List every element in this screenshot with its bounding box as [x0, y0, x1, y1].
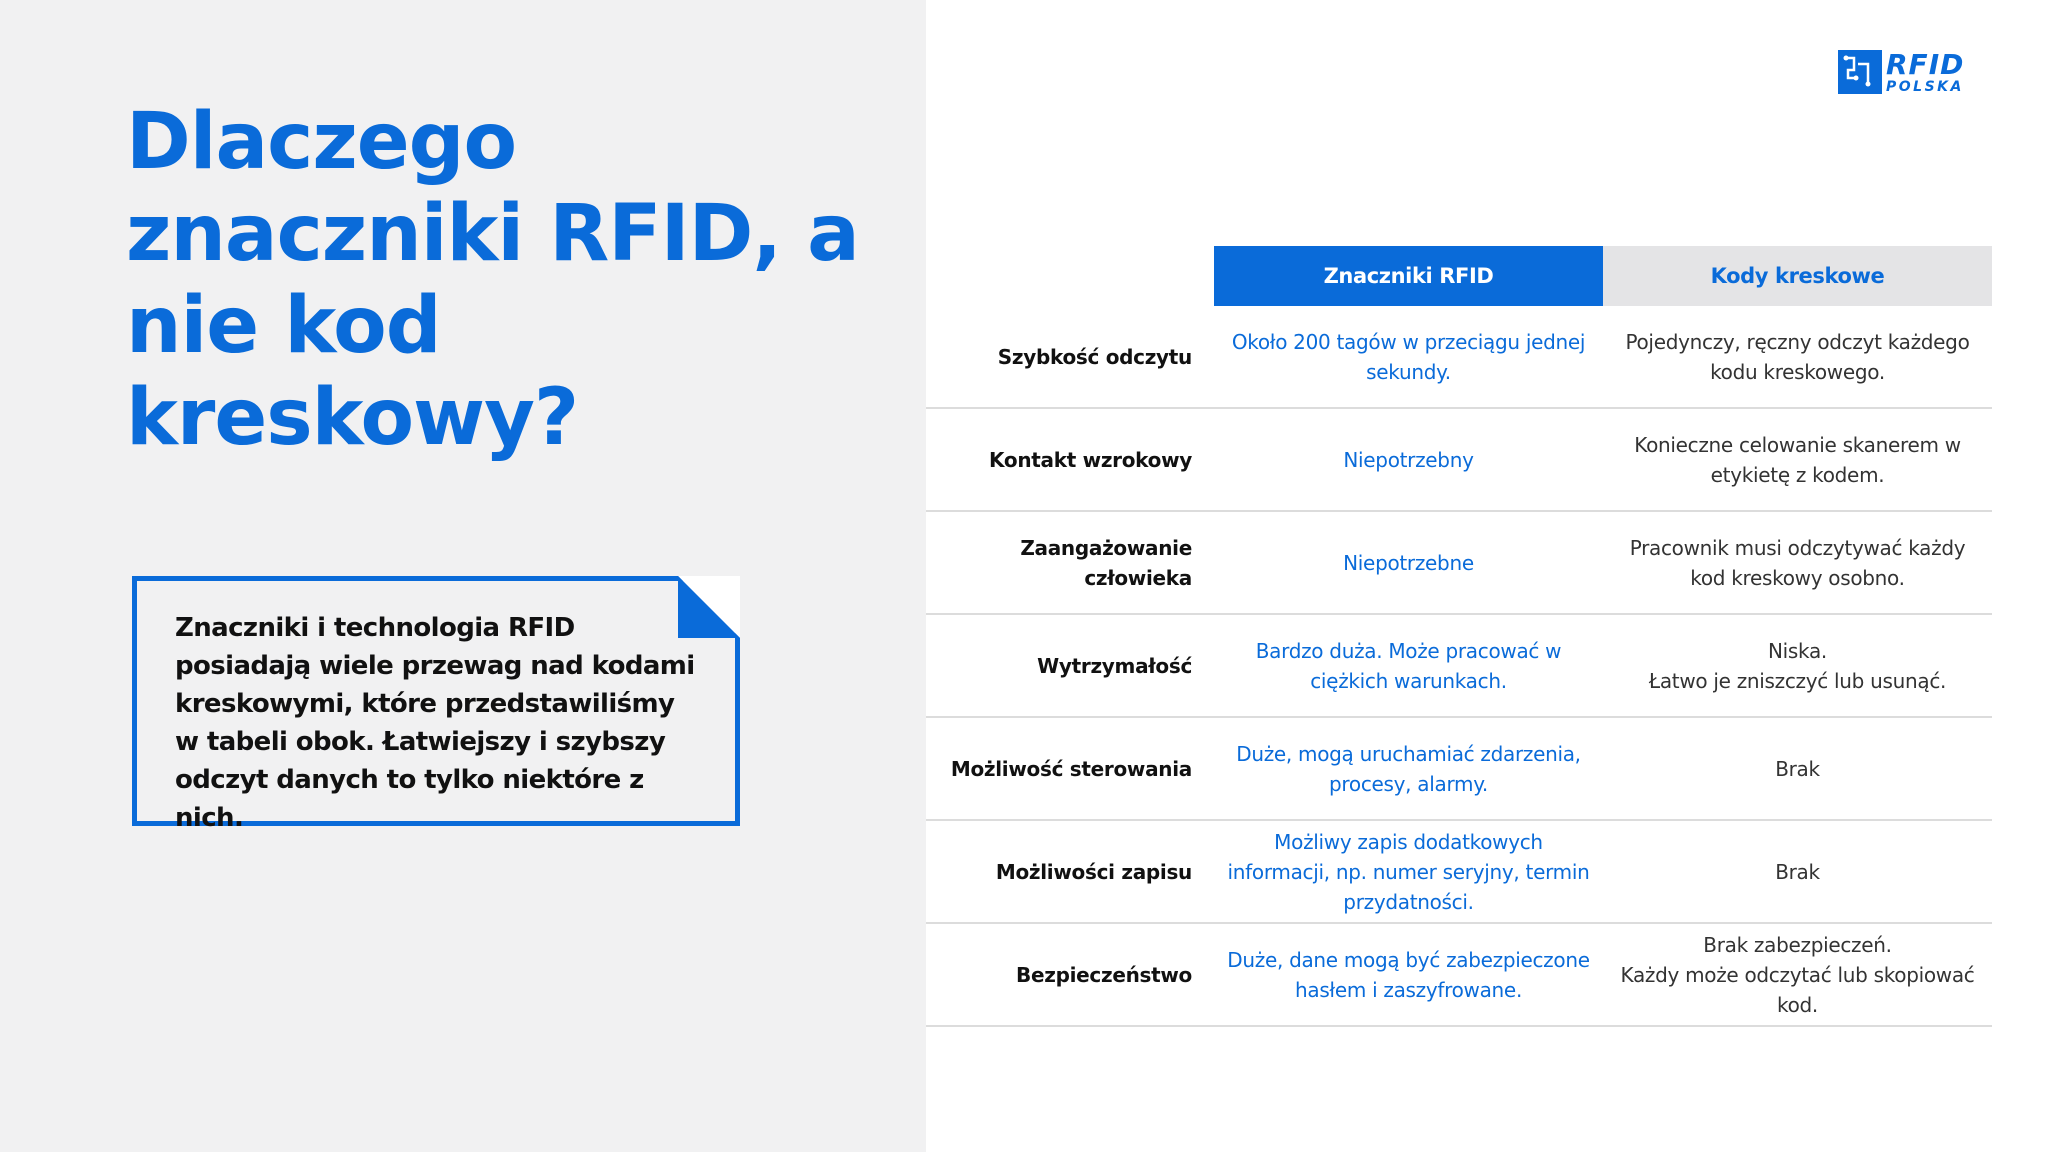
row-label: Możliwość sterowania	[950, 756, 1192, 781]
header-rfid: Znaczniki RFID	[1214, 246, 1603, 306]
logo-line1: RFID	[1886, 47, 1965, 81]
logo-chip-icon	[1838, 50, 1882, 94]
table-header	[926, 246, 1992, 306]
page-title: Dlaczego znaczniki RFID, a nie kod kreskowy?	[126, 97, 859, 463]
rfid-value: Niepotrzebny	[1343, 447, 1474, 472]
rfid-value: Około 200 tagów w przeciągu jednej sekundy.	[1231, 329, 1586, 384]
barcode-value: Niska. Łatwo je zniszczyć lub usunąć.	[1648, 638, 1947, 693]
rfid-value: Duże, mogą uruchamiać zdarzenia, procesy, alarmy.	[1236, 741, 1581, 796]
row-label: Kontakt wzrokowy	[989, 447, 1192, 472]
barcode-value: Konieczne celowanie skanerem w etykietę z kodem.	[1634, 432, 1961, 487]
comparison-table	[926, 246, 1992, 1027]
table-row	[926, 718, 1992, 821]
row-label: Szybkość odczytu	[997, 344, 1192, 369]
table-row	[926, 306, 1992, 409]
table-row	[926, 615, 1992, 718]
table-row	[926, 409, 1992, 512]
row-label: Możliwości zapisu	[995, 859, 1192, 884]
barcode-value: Pojedynczy, ręczny odczyt każdego kodu kreskowego.	[1625, 329, 1970, 384]
rfid-polska-logo	[1838, 47, 1965, 95]
table-row	[926, 512, 1992, 615]
callout-text: Znaczniki i technologia RFID posiadają wiele przewag nad kodami kreskowymi, które przedstawiliśmy w tabeli obok. Łatwiejszy i szybszy odczyt danych to tylko niektóre z nich.	[175, 613, 695, 833]
rfid-value: Duże, dane mogą być zabezpieczone hasłem i zaszyfrowane.	[1227, 947, 1590, 1002]
row-label: Wytrzymałość	[1037, 653, 1192, 678]
logo-line2: POLSKA	[1886, 78, 1964, 95]
callout-box	[132, 576, 740, 833]
table-row	[926, 821, 1992, 924]
row-label: Zaangażowanie człowieka	[1020, 535, 1192, 590]
header-spacer	[926, 246, 1214, 306]
barcode-value: Pracownik musi odczytywać każdy kod kreskowy osobno.	[1629, 535, 1966, 590]
logo-wordmark	[1886, 47, 1965, 95]
barcode-value: Brak	[1775, 756, 1820, 781]
barcode-value: Brak zabezpieczeń. Każdy może odczytać lub skopiować kod.	[1620, 932, 1975, 1017]
barcode-value: Brak	[1775, 859, 1820, 884]
rfid-value: Niepotrzebne	[1343, 550, 1474, 575]
rfid-value: Bardzo duża. Może pracować w ciężkich warunkach.	[1255, 638, 1562, 693]
row-label: Bezpieczeństwo	[1016, 962, 1192, 987]
header-barcode: Kody kreskowe	[1603, 246, 1992, 306]
rfid-value: Możliwy zapis dodatkowych informacji, np. numer seryjny, termin przydatności.	[1227, 829, 1590, 914]
table-row	[926, 924, 1992, 1027]
